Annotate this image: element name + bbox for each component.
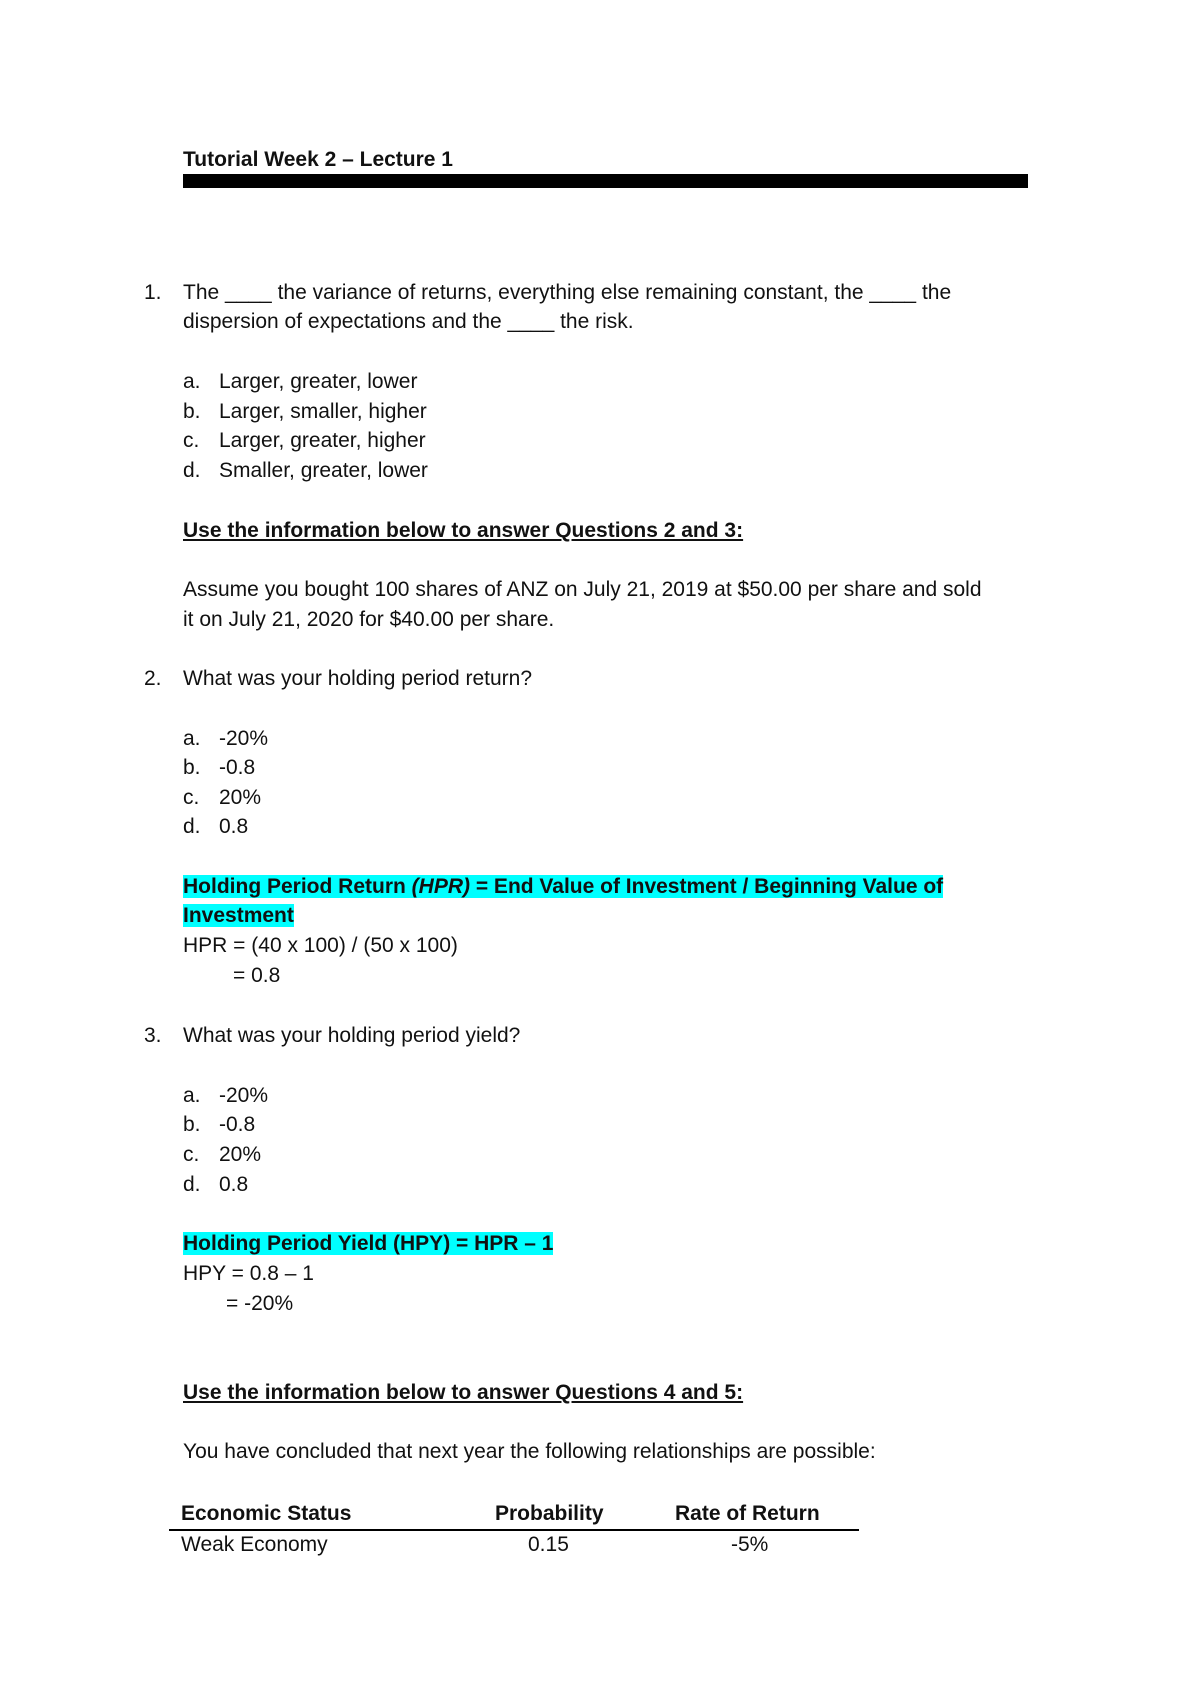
q1-option-a-text: Larger, greater, lower <box>219 370 418 393</box>
q3-option-b-letter: b. <box>183 1113 201 1136</box>
q1-text-line2: dispersion of expectations and the ____ the risk. <box>183 310 634 333</box>
q1-option-c-text: Larger, greater, higher <box>219 429 426 452</box>
table-cell-rate: -5% <box>731 1533 769 1556</box>
q3-option-b-text: -0.8 <box>219 1113 256 1136</box>
q2-option-d-letter: d. <box>183 815 201 838</box>
table-header-probability: Probability <box>495 1502 604 1525</box>
info1-line2: it on July 21, 2020 for $40.00 per share. <box>183 608 555 631</box>
info2-line1: You have concluded that next year the following relationships are possible: <box>183 1440 876 1463</box>
hpr-formula-part1: Holding Period Return <box>183 875 412 898</box>
q1-option-d-text: Smaller, greater, lower <box>219 459 428 482</box>
q3-option-d-text: 0.8 <box>219 1173 249 1196</box>
q1-option-b-text: Larger, smaller, higher <box>219 400 427 423</box>
q2-option-b-letter: b. <box>183 756 201 779</box>
q2-option-c-letter: c. <box>183 786 200 809</box>
hpr-formula-line2 <box>183 902 294 930</box>
q2-option-c-text: 20% <box>219 786 262 809</box>
q1-number: 1. <box>144 281 162 304</box>
q3-option-c-text: 20% <box>219 1143 262 1166</box>
q2-option-a-letter: a. <box>183 727 201 750</box>
hpy-calc-line1: HPY = 0.8 – 1 <box>183 1262 314 1285</box>
q1-option-a-letter: a. <box>183 370 201 393</box>
q1-option-b-letter: b. <box>183 400 201 423</box>
q2-option-d-text: 0.8 <box>219 815 249 838</box>
q1-option-c-letter: c. <box>183 429 200 452</box>
info2-heading: Use the information below to answer Questions 4 and 5: <box>183 1381 744 1404</box>
info1-line1: Assume you bought 100 shares of ANZ on July 21, 2019 at $50.00 per share and sold <box>183 578 982 601</box>
hpr-formula-line1 <box>183 873 943 901</box>
q3-option-c-letter: c. <box>183 1143 200 1166</box>
title-rule <box>183 174 1028 188</box>
hpr-calc-line2: = 0.8 <box>233 964 281 987</box>
table-header-economic-status: Economic Status <box>181 1502 352 1525</box>
hpr-formula-part2: (HPR) <box>411 875 470 898</box>
q2-text: What was your holding period return? <box>183 667 533 690</box>
hpr-formula-continuation: Investment <box>183 904 294 927</box>
hpy-formula-line <box>183 1230 553 1258</box>
q2-option-b-text: -0.8 <box>219 756 256 779</box>
q1-option-d-letter: d. <box>183 459 201 482</box>
q3-number: 3. <box>144 1024 162 1047</box>
hpy-formula: Holding Period Yield (HPY) = HPR – 1 <box>183 1232 554 1255</box>
q2-option-a-text: -20% <box>219 727 269 750</box>
table-header-rule <box>169 1529 859 1531</box>
table-cell-probability: 0.15 <box>528 1533 569 1556</box>
hpr-calc-line1: HPR = (40 x 100) / (50 x 100) <box>183 934 458 957</box>
q3-option-a-letter: a. <box>183 1084 201 1107</box>
q3-text: What was your holding period yield? <box>183 1024 521 1047</box>
table-header-rate-of-return: Rate of Return <box>675 1502 820 1525</box>
info1-heading: Use the information below to answer Questions 2 and 3: <box>183 519 744 542</box>
document-title: Tutorial Week 2 – Lecture 1 <box>183 148 453 171</box>
table-cell-status: Weak Economy <box>181 1533 328 1556</box>
hpr-formula-part3: = End Value of Investment / Beginning Value of <box>470 875 944 898</box>
hpy-calc-line2: = -20% <box>226 1292 294 1315</box>
q1-text-line1: The ____ the variance of returns, everything else remaining constant, the ____ the <box>183 281 952 304</box>
q3-option-a-text: -20% <box>219 1084 269 1107</box>
q2-number: 2. <box>144 667 162 690</box>
q3-option-d-letter: d. <box>183 1173 201 1196</box>
